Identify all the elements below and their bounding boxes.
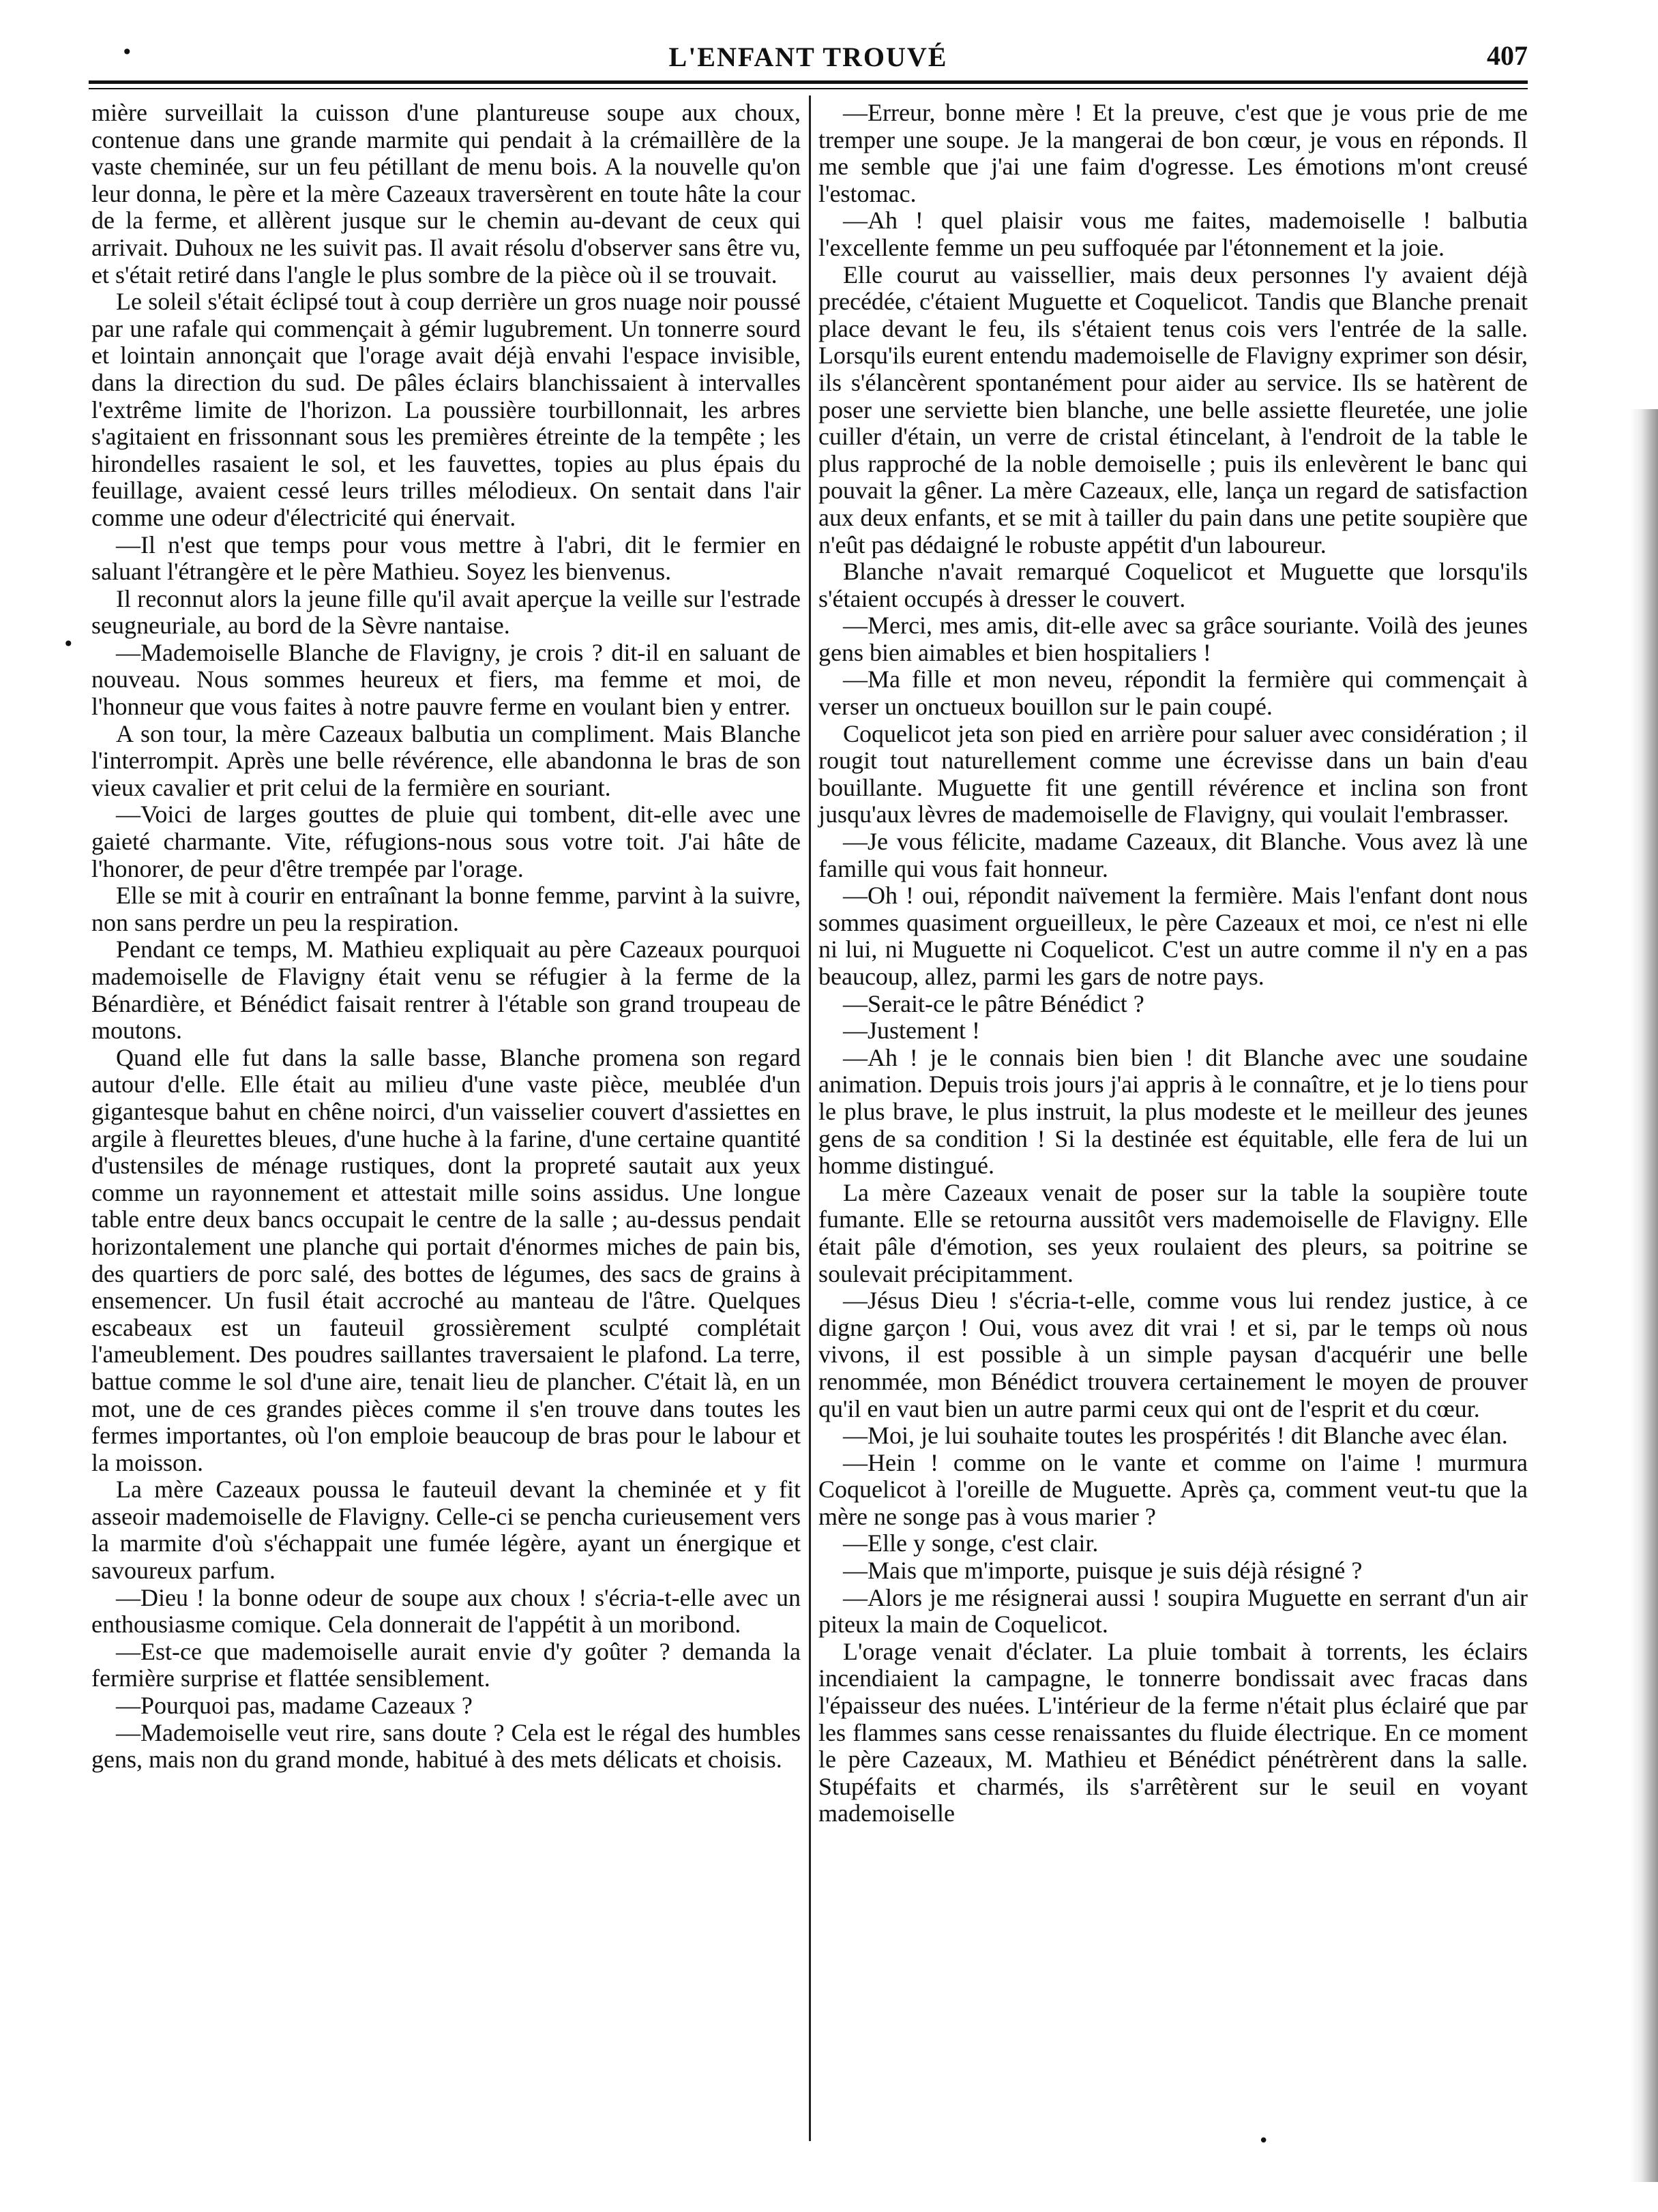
margin-mark: • bbox=[63, 633, 74, 655]
running-title: L'ENFANT TROUVÉ bbox=[668, 42, 948, 72]
paragraph: —Jésus Dieu ! s'écria-t-elle, comme vous lui rendez justice, à ce digne garçon ! Oui, vous avez dit vrai ! et si, par le temps où nous vivons, il est possible à un simple paysan d'acquérir une belle renommée, mon Bénédict trouvera certainement le moyen de prouver qu'il en vaut bien un autre parmi ceux qui ont de l'esprit et du cœur. bbox=[818, 1287, 1528, 1422]
paragraph: —Ah ! quel plaisir vous me faites, mademoiselle ! balbutia l'excellente femme un peu suffoquée par l'étonnement et la joie. bbox=[818, 207, 1528, 261]
paragraph: Quand elle fut dans la salle basse, Blanche promena son regard autour d'elle. Elle était au milieu d'une vaste pièce, meublée d'un gigantesque bahut en chêne noirci, d'un vaisselier couvert d'assiettes en argile à fleurettes bleues, d'une huche à la farine, d'une certaine quantité d'ustensiles de ménage rustiques, dont la propreté sautait aux yeux comme un rayonnement et attestait mille soins assidus. Une longue table entre deux bancs occupait le centre de la salle ; au-dessus pendait horizontalement une planche qui portait d'énormes miches de pain bis, des quartiers de porc salé, des bottes de légumes, des sacs de grains à ensemencer. Un fusil était accroché au manteau de l'âtre. Quelques escabeaux est un fauteuil grossièrement sculpté complétait l'ameublement. Des poudres saillantes traversaient le plafond. La terre, battue comme le sol d'une aire, tenait lieu de plancher. C'était là, en un mot, une de ces grandes pièces comme il s'en trouve dans toutes les fermes importantes, où l'on emploie beaucoup de bras pour le labour et la moisson. bbox=[91, 1043, 801, 1476]
paragraph: —Elle y songe, c'est clair. bbox=[843, 1529, 1099, 1557]
paragraph: —Alors je me résignerai aussi ! soupira Muguette en serrant d'un air piteux la main de Coquelicot. bbox=[818, 1583, 1528, 1639]
paragraph: Coquelicot jeta son pied en arrière pour saluer avec considération ; il rougit tout naturellement comme une écrevisse dans un bain d'eau bouillante. Muguette fit une gentill révérence et inclina son front jusqu'aux lèvres de mademoiselle de Flavigny, qui voulait l'embrasser. bbox=[818, 719, 1528, 828]
right-column bbox=[818, 100, 1528, 1827]
page-number: 407 bbox=[1487, 40, 1528, 71]
paragraph: mière surveillait la cuisson d'une plantureuse soupe aux choux, contenue dans une grande marmite qui pendait à la crémaillère de la vaste cheminée, sur un feu pétillant de menu bois. A la nouvelle qu'on leur donna, le père et la mère Cazeaux traversèrent en toute hâte la cour de la ferme, et allèrent jusque sur le chemin au-devant de ceux qui arrivait. Duhoux ne les suivit pas. Il avait résolu d'observer sans être vu, et s'était retiré dans l'angle le plus sombre de la pièce où il se trouvait. bbox=[91, 99, 801, 288]
left-column bbox=[91, 100, 801, 1774]
paragraph: —Justement ! bbox=[843, 1017, 980, 1045]
paragraph: La mère Cazeaux venait de poser sur la table la soupière toute fumante. Elle se retourna aussitôt vers mademoiselle de Flavigny. Elle était pâle d'émotion, ses yeux roulaient des pleurs, sa poitrine se soulevait précipitamment. bbox=[818, 1178, 1528, 1287]
paragraph: —Ma fille et mon neveu, répondit la fermière qui commençait à verser un onctueux bouillon sur le pain coupé. bbox=[818, 666, 1528, 721]
paragraph: Il reconnut alors la jeune fille qu'il avait aperçue la veille sur l'estrade seugneuriale, au bord de la Sèvre nantaise. bbox=[91, 584, 801, 640]
paragraph: Blanche n'avait remarqué Coquelicot et Muguette que lorsqu'ils s'étaient occupés à dresser le couvert. bbox=[818, 558, 1528, 612]
paragraph: La mère Cazeaux poussa le fauteuil devant la cheminée et y fit asseoir mademoiselle de Flavigny. Celle-ci se pencha curieusement vers la marmite d'où s'échappait une fumée légère, ayant un énergique et savoureux parfum. bbox=[91, 1476, 801, 1585]
paragraph: —Oh ! oui, répondit naïvement la fermière. Mais l'enfant dont nous sommes quasiment orgueilleux, le père Cazeaux et moi, ce n'est ni elle ni lui, ni Muguette ni Coquelicot. C'est un autre comme il n'y en a pas beaucoup, allez, parmi les gars de notre pays. bbox=[818, 882, 1528, 990]
paragraph: —Moi, je lui souhaite toutes les prospérités ! dit Blanche avec élan. bbox=[843, 1422, 1508, 1450]
footer-mark: • bbox=[1258, 2131, 1269, 2151]
header-rule-thin bbox=[89, 88, 1528, 89]
paragraph: —Mademoiselle Blanche de Flavigny, je crois ? dit-il en saluant de nouveau. Nous sommes heureux et fiers, ma femme et moi, de l'honneur que vous faites à notre pauvre ferme en voulant bien y entrer. bbox=[91, 638, 801, 721]
paragraph: Elle se mit à courir en entraînant la bonne femme, parvint à la suivre, non sans perdre un peu la respiration. bbox=[91, 882, 801, 936]
paragraph: A son tour, la mère Cazeaux balbutia un compliment. Mais Blanche l'interrompit. Après une belle révérence, elle abandonna le bras de son vieux cavalier et prit celui de la fermière en souriant. bbox=[91, 719, 801, 801]
paragraph: Le soleil s'était éclipsé tout à coup derrière un gros nuage noir poussé par une rafale qui commençait à gémir lugubrement. Un tonnerre sourd et lointain annonçait que l'orage avait déjà envahi l'espace invisible, dans la direction du sud. De pâles éclairs blanchissaient à intervalles l'extrême limite de l'horizon. La poussière tourbillonnait, les arbres s'agitaient en frissonnant sous les premières étreinte de la tempête ; les hirondelles rasaient le sol, et les fauvettes, topies au plus épais du feuillage, avaient cessé leurs trilles mélodieux. On sentait dans l'air comme une odeur d'électricité qui énervait. bbox=[91, 288, 801, 531]
paragraph: —Il n'est que temps pour vous mettre à l'abri, dit le fermier en saluant l'étrangère et le père Mathieu. Soyez les bienvenus. bbox=[91, 530, 801, 586]
paragraph: —Est-ce que mademoiselle aurait envie d'y goûter ? demanda la fermière surprise et flattée sensiblement. bbox=[91, 1637, 801, 1692]
page-edge-shadow bbox=[1630, 409, 1658, 2182]
header-dot: • bbox=[121, 41, 133, 63]
paragraph: —Serait-ce le pâtre Bénédict ? bbox=[843, 989, 1144, 1017]
paragraph: —Ah ! je le connais bien bien ! dit Blanche avec une soudaine animation. Depuis trois jours j'ai appris à le connaître, et je lo tiens pour le plus brave, le plus instruit, la plus modeste et le meilleur des jeunes gens de sa condition ! Si la destinée est équitable, elle fera de lui un homme distingué. bbox=[818, 1043, 1528, 1180]
paragraph: Pendant ce temps, M. Mathieu expliquait au père Cazeaux pourquoi mademoiselle de Flavigny était venu se réfugier à la ferme de la Bénardière, et Bénédict faisait rentrer à l'étable son grand troupeau de moutons. bbox=[91, 936, 801, 1045]
column-divider bbox=[809, 95, 811, 2141]
paragraph: —Erreur, bonne mère ! Et la preuve, c'est que je vous prie de me tremper une soupe. Je la mangerai de bon cœur, je vous en réponds. Il me semble que j'ai une faim d'ogresse. Les émotions m'ont creusé l'estomac. bbox=[818, 99, 1528, 207]
paragraph: —Je vous félicite, madame Cazeaux, dit Blanche. Vous avez là une famille qui vous fait honneur. bbox=[818, 828, 1528, 882]
header-rule-thick bbox=[89, 80, 1528, 84]
paragraph: —Hein ! comme on le vante et comme on l'aime ! murmura Coquelicot à l'oreille de Muguette. Après ça, comment veut-tu que la mère ne songe pas à vous marier ? bbox=[818, 1448, 1528, 1530]
paragraph: —Mademoiselle veut rire, sans doute ? Cela est le régal des humbles gens, mais non du grand monde, habitué à des mets délicats et choisis. bbox=[91, 1718, 801, 1774]
page-header bbox=[89, 35, 1528, 83]
paragraph: L'orage venait d'éclater. La pluie tombait à torrents, les éclairs incendiaient la campagne, le tonnerre bondissait avec fracas dans l'épaisseur des nuées. L'intérieur de la ferme n'était plus éclairé que par les flammes sans cesse renaissantes du fluide électrique. En ce moment le père Cazeaux, M. Mathieu et Bénédict pénétrèrent dans la salle. Stupéfaits et charmés, ils s'arrêtèrent sur le seuil en voyant mademoiselle bbox=[818, 1637, 1528, 1827]
paragraph: —Dieu ! la bonne odeur de soupe aux choux ! s'écria-t-elle avec un enthousiasme comique. Cela donnerait de l'appétit à un moribond. bbox=[91, 1583, 801, 1639]
paragraph: —Merci, mes amis, dit-elle avec sa grâce souriante. Voilà des jeunes gens bien aimables et bien hospitaliers ! bbox=[818, 612, 1528, 666]
paragraph: —Pourquoi pas, madame Cazeaux ? bbox=[116, 1692, 473, 1720]
paragraph: —Voici de larges gouttes de pluie qui tombent, dit-elle avec une gaieté charmante. Vite, réfugions-nous sous votre toit. J'ai hâte de l'honorer, de peur d'être trempée par l'orage. bbox=[91, 801, 801, 882]
paragraph: —Mais que m'importe, puisque je suis déjà résigné ? bbox=[843, 1557, 1363, 1585]
paragraph: Elle courut au vaissellier, mais deux personnes l'y avaient déjà precédée, c'étaient Muguette et Coquelicot. Tandis que Blanche prenait place devant le feu, ils s'étaient tenus cois vers l'entrée de la salle. Lorsqu'ils eurent entendu mademoiselle de Flavigny exprimer son désir, ils s'élancèrent spontanément pour aider au service. Ils se hatèrent de poser une serviette bien blanche, une belle assiette fleuretée, une jolie cuiller d'étain, un verre de cristal étincelant, à l'endroit de la table le plus rapproché de la noble demoiselle ; puis ils enlevèrent le banc qui pouvait la gêner. La mère Cazeaux, elle, lança un regard de satisfaction aux deux enfants, et se mit à tailler du pain dans une petite soupière que n'eût pas dédaigné le robuste appétit d'un laboureur. bbox=[818, 260, 1528, 558]
